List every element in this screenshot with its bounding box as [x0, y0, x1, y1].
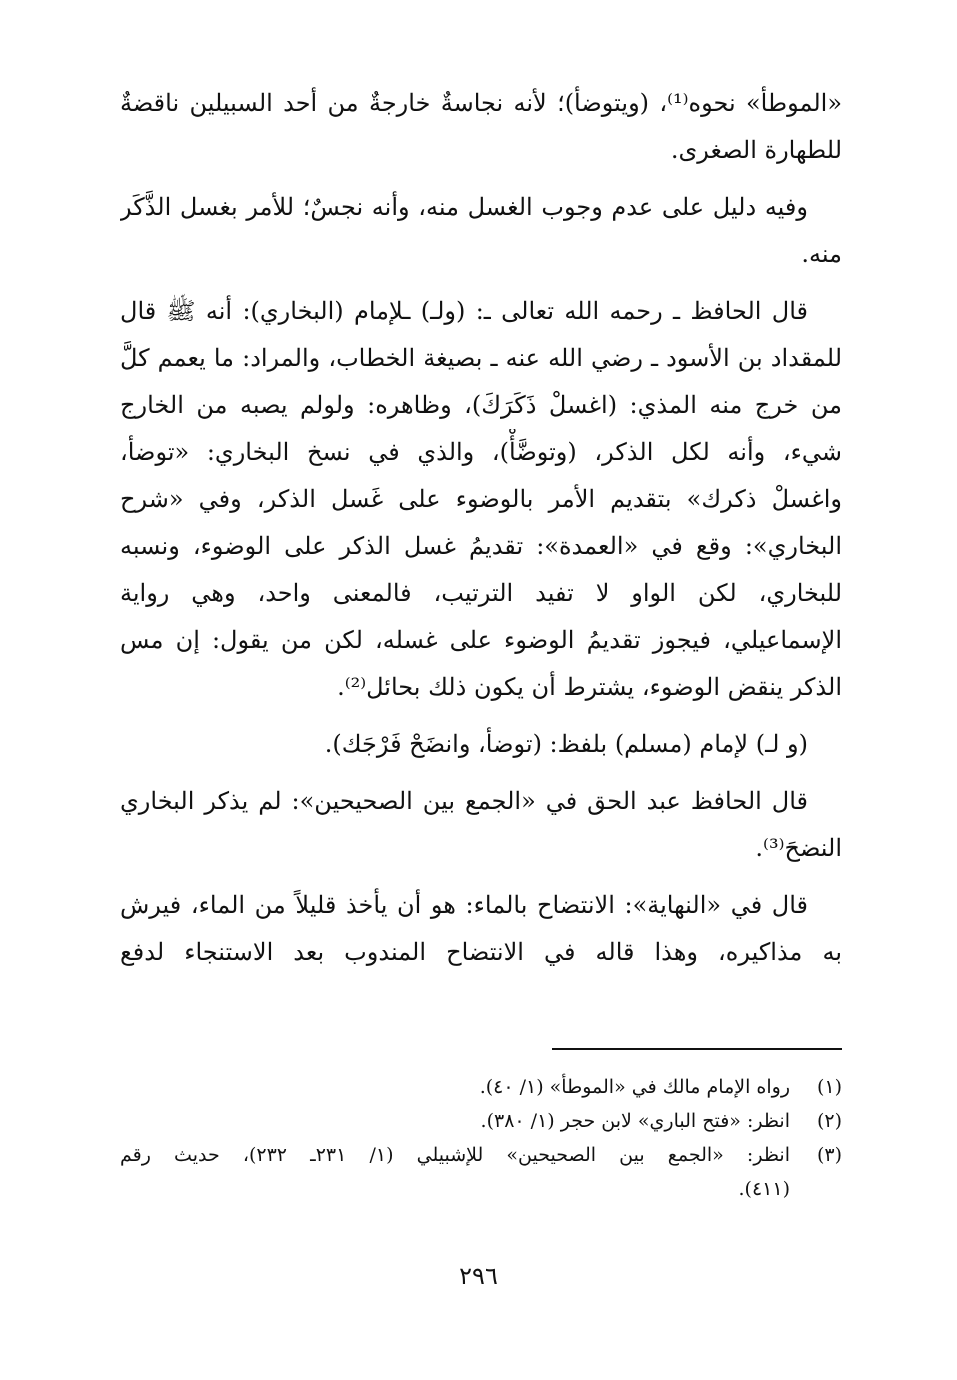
text-line: منه.: [801, 240, 842, 268]
footnote-divider: [552, 1048, 842, 1050]
paragraph-2: [120, 184, 842, 278]
text-line: للمقداد بن الأسود ـ رضي الله عنه ـ بصيغة الخطاب، والمراد: ما يعمم كلَّ: [120, 344, 842, 372]
paragraph-5: [120, 778, 842, 872]
text-line: «الموطأ» نحوه⁽¹⁾، (ويتوضأ)؛ لأنه نجاسةٌ خارجةٌ من أحد السبيلين ناقضةٌ: [120, 89, 842, 117]
footnote-text: [120, 1070, 790, 1104]
page-number: ٢٩٦: [459, 1262, 498, 1290]
footnote-number: (٢): [816, 1110, 842, 1132]
paragraph-1: [120, 80, 842, 174]
text-line: وفيه دليل على عدم وجوب الغسل منه، وأنه نجسٌ؛ للأمر بغسل الذَّكَر: [120, 193, 808, 221]
text-line: للبخاري، لكن الواو لا تفيد الترتيب، فالمعنى واحد، وهي رواية: [120, 579, 842, 607]
text-line: قال الحافظ عبد الحق في «الجمع بين الصحيحين»: لم يذكر البخاري: [120, 787, 808, 815]
footnote-text: [120, 1138, 790, 1206]
footnote-1: [120, 1070, 842, 1104]
text-line: قال في «النهاية»: الانتضاح بالماء: هو أن يأخذ قليلاً من الماء، فيرش: [120, 891, 808, 919]
text-line: (و لـ) لإمام (مسلم) بلفظ: (توضأ، وانضَحْ فَرْجَك).: [324, 730, 808, 758]
footnote-line: انظر: «الجمع بين الصحيحين» للإشبيلي (١/ ٢٣١ـ ٢٣٢)، حديث رقم: [120, 1144, 790, 1166]
text-line: من خرج منه المذي: (اغسلْ ذَكَرَكَ)، وظاهره: ولولم يصبه من الخارج: [120, 391, 842, 419]
paragraph-4: [120, 721, 842, 768]
footnote-number: (١): [816, 1076, 842, 1098]
text-line: واغسلْ ذكرك» بتقديم الأمر بالوضوء على غَسل الذكر، وفي «شرح: [120, 485, 842, 513]
paragraph-6: [120, 882, 842, 976]
footnote-line: انظر: «فتح الباري» لابن حجر (١/ ٣٨٠).: [480, 1110, 790, 1132]
footnotes: [120, 1070, 842, 1206]
footnote-number: (٣): [816, 1144, 842, 1166]
footnote-line: رواه الإمام مالك في «الموطأ» (١/ ٤٠).: [479, 1076, 790, 1098]
paragraph-3: [120, 288, 842, 711]
text-line: البخاري»: وقع في «العمدة»: تقديمُ غسل الذكر على الوضوء، ونسبه: [120, 532, 842, 560]
main-text: [120, 80, 842, 986]
text-line: به مذاكيره، وهذا قاله في الانتضاح المندوب بعد الاستنجاء لدفع: [120, 938, 842, 966]
text-line: شيء، وأنه لكل الذكر، (وتوضَّأْ)، والذي في نسخ البخاري: «توضأ،: [120, 438, 842, 466]
text-line: للطهارة الصغرى.: [670, 136, 842, 164]
footnote-line: (٤١١).: [738, 1178, 790, 1200]
text-line: قال الحافظ ـ رحمه الله تعالى ـ: (ولـ) ـلإمام (البخاري): أنه ﷺ قال: [120, 297, 808, 325]
text-line: الإسماعيلي، فيجوز تقديمُ الوضوء على غسله، لكن من يقول: إن مس: [120, 626, 842, 654]
text-line: الذكر ينقض الوضوء، يشترط أن يكون ذلك بحائل⁽²⁾.: [337, 673, 842, 701]
text-line: النضحَ⁽³⁾.: [755, 834, 842, 862]
footnote-3: [120, 1138, 842, 1206]
footnote-2: [120, 1104, 842, 1138]
footnote-text: [120, 1104, 790, 1138]
